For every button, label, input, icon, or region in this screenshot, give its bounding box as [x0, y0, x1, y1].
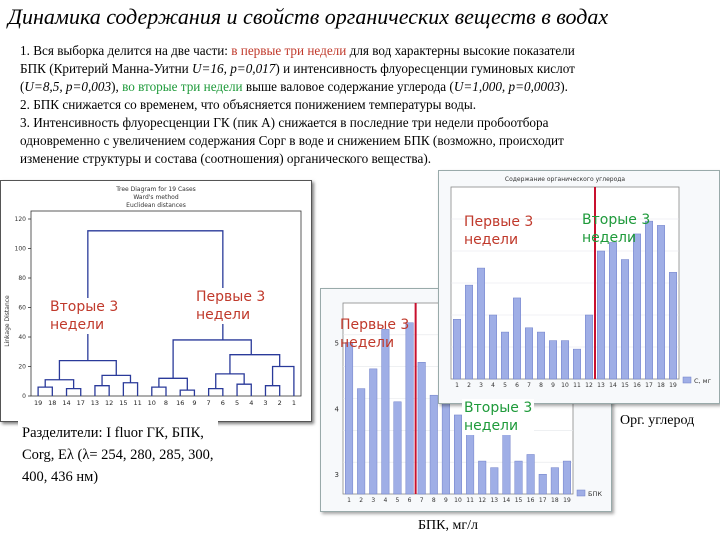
bpk-overlay-second-l1: Вторые 3: [464, 400, 533, 416]
bar: [382, 329, 390, 494]
dendro-overlay-second-l1: Вторые 3: [50, 299, 119, 315]
xtick-label: 13: [490, 497, 499, 504]
dendro-leaf-labels: [34, 399, 296, 407]
dendro-ytick-label: 120: [14, 216, 26, 223]
bar: [501, 332, 508, 379]
dendro-ytick-label: 100: [14, 245, 26, 253]
dendro-leaf-label: 8: [163, 399, 169, 407]
dendro-link: [173, 340, 251, 378]
dendro-leaf-label: 19: [33, 399, 43, 407]
dendro-leaf-label: 17: [76, 399, 85, 407]
dendro-leaf-label: 1: [291, 399, 296, 407]
separators-line-2: Corg, Eλ (λ= 254, 280, 285, 300,: [22, 447, 214, 463]
dendro-link: [237, 384, 251, 396]
dendro-link: [59, 361, 116, 380]
separators-line-1: Разделители: I fluor ГК, БПК,: [22, 425, 204, 441]
xtick-label: 9: [443, 497, 448, 504]
dendro-leaf-label: 10: [147, 399, 156, 407]
xtick-label: 8: [539, 382, 543, 389]
dendro-ytick-label: 60: [18, 304, 26, 312]
xtick-label: 3: [371, 497, 376, 504]
bar: [551, 468, 559, 494]
dendro-leaf-label: 16: [176, 399, 185, 407]
dendro-leaf-label: 14: [62, 399, 71, 407]
dendro-link: [38, 387, 52, 396]
dendro-overlay-first-l2: недели: [196, 307, 251, 323]
xtick-label: 5: [395, 497, 400, 504]
xtick-label: 7: [527, 382, 531, 389]
bar: [453, 319, 460, 379]
bar: [669, 272, 676, 379]
dendro-link: [123, 383, 137, 396]
paragraph-1-line-2: [20, 60, 716, 78]
dendro-link: [152, 387, 166, 396]
dendro-leaf-label: 2: [277, 399, 282, 407]
bar: [525, 328, 532, 379]
dendro-leaf-label: 12: [105, 399, 114, 407]
xtick-label: 15: [514, 497, 523, 504]
dendro-yticks: [15, 216, 31, 400]
bar: [549, 341, 556, 379]
paragraph-3-line-1: 3. Интенсивность флуоресценции ГК (пик А) снижается в последние три недели пробоотбора: [20, 115, 549, 130]
p1-text: БПК (Критерий Манна-Уитни: [20, 61, 192, 76]
bar: [489, 315, 496, 379]
xtick-label: 17: [538, 497, 547, 504]
xtick-label: 16: [526, 497, 535, 504]
xtick-label: 17: [645, 382, 653, 389]
p1-first-weeks: в первые три недели: [231, 43, 347, 58]
bar: [491, 468, 499, 494]
xtick-label: 2: [359, 497, 364, 504]
xtick-label: 18: [551, 497, 559, 504]
corg-overlay-second-l2: недели: [582, 230, 637, 246]
ytick-label: 5: [334, 339, 339, 348]
dendro-leaf-label: 9: [192, 399, 197, 407]
bpk-overlay-second-l2: недели: [464, 418, 519, 434]
dendro-link: [180, 390, 194, 396]
xtick-label: 13: [597, 382, 605, 389]
legend-swatch: [577, 490, 585, 496]
xtick-label: 2: [467, 382, 471, 389]
legend-label: C, мг: [694, 377, 711, 385]
p1-text: ) и интенсивность флуоресценции гуминовых кислот: [275, 61, 575, 76]
bpk-overlay-first-l2: недели: [340, 335, 395, 351]
xtick-label: 12: [478, 497, 487, 504]
dendro-ytick-label: 40: [18, 334, 26, 341]
dendro-title-2: Ward's method: [133, 194, 179, 201]
bar: [370, 369, 378, 494]
xtick-label: 14: [502, 497, 511, 504]
paragraph-2: 2. БПК снижается со временем, что объясняется понижением температуры воды.: [20, 97, 477, 112]
dendro-link: [67, 389, 81, 396]
corg-caption: Орг. углерод: [620, 413, 695, 428]
p1-text: выше валовое содержание углерода (: [242, 79, 454, 94]
dendro-leaf-label: 13: [90, 399, 100, 407]
corg-chart-panel: [438, 170, 720, 404]
dendro-link: [265, 386, 279, 396]
corg-overlay-second: [582, 211, 650, 247]
chart-title: Содержание органического углерода: [504, 176, 626, 183]
bar: [418, 362, 426, 494]
bar: [515, 461, 523, 494]
dendro-link: [216, 374, 244, 389]
xtick-label: 1: [347, 497, 351, 504]
legend-swatch: [683, 377, 691, 383]
p1-text: (: [20, 79, 25, 94]
xtick-label: 19: [669, 382, 677, 389]
dendro-ylabel: Linkage Distance: [4, 295, 11, 347]
dendro-link: [273, 367, 294, 397]
xtick-label: 7: [419, 497, 424, 504]
xtick-label: 6: [515, 382, 519, 389]
xtick-label: 16: [633, 382, 641, 389]
dendro-leaf-label: 7: [206, 399, 211, 407]
xtick-label: 10: [561, 382, 569, 389]
bar: [513, 298, 520, 379]
xtick-label: 15: [621, 382, 629, 389]
xtick-label: 3: [479, 382, 483, 389]
bar: [345, 343, 353, 494]
corg-overlay-first-l1: Первые 3: [464, 214, 534, 230]
bar: [561, 341, 568, 379]
dendro-ytick-label: 20: [18, 363, 26, 371]
p1-second-weeks: во вторые три недели: [122, 79, 243, 94]
dendro-ytick-label: 80: [18, 275, 26, 282]
p1-text: для вод характерны высокие показатели: [346, 43, 575, 58]
bpk-overlay-second: [462, 399, 534, 435]
bar: [454, 415, 462, 494]
dendro-ytick-label: 0: [22, 393, 26, 400]
bar: [633, 234, 640, 379]
p1-stat-3: U=1,000, p=0,0003: [453, 79, 561, 94]
bar: [527, 454, 535, 494]
bar: [394, 402, 402, 494]
xtick-label: 6: [407, 497, 412, 504]
bar: [585, 315, 592, 379]
paragraph-1-line-1: [20, 42, 716, 60]
dendro-leaf-label: 5: [234, 399, 240, 407]
corg-overlay-second-l1: Вторые 3: [582, 212, 651, 228]
bar: [597, 251, 604, 379]
dendro-leaf-label: 18: [48, 399, 57, 407]
dendro-link: [209, 389, 223, 396]
xtick-label: 19: [563, 497, 571, 504]
dendro-title-3: Euclidean distances: [126, 202, 186, 209]
p1-text: 1. Вся выборка делится на две части:: [20, 43, 232, 58]
legend-label: БПК: [588, 490, 602, 498]
p1-text: ).: [560, 79, 568, 94]
dendro-leaf-label: 15: [119, 399, 128, 407]
bpk-caption: БПК, мг/л: [418, 518, 478, 533]
dendro-overlay-first: [194, 288, 267, 324]
xtick-label: 5: [503, 382, 507, 389]
bar: [539, 474, 547, 494]
xtick-label: 11: [573, 382, 581, 389]
dendro-leaf-label: 3: [263, 399, 268, 407]
dendro-link: [95, 386, 109, 396]
separators-line-3: 400, 436 нм): [22, 469, 99, 485]
ytick-label: 3: [334, 471, 339, 480]
bpk-overlay-first-l1: Первые 3: [340, 317, 410, 333]
xtick-label: 9: [551, 382, 555, 389]
p1-stat-1: U=16, p=0,017: [192, 61, 276, 76]
xtick-label: 14: [609, 382, 617, 389]
p1-stat-2: U=8,5, p=0,003: [24, 79, 112, 94]
dendro-leaf-label: 4: [249, 399, 254, 407]
dendro-link: [102, 375, 130, 385]
xtick-label: 4: [491, 382, 495, 389]
bar: [563, 461, 571, 494]
ytick-label: 4: [334, 405, 339, 414]
corg-overlay-first: [464, 213, 533, 249]
bar: [465, 285, 472, 379]
xtick-label: 11: [466, 497, 474, 504]
dendro-leaf-label: 11: [133, 399, 142, 407]
xtick-label: 18: [657, 382, 665, 389]
dendro-overlay-second-l2: недели: [50, 317, 105, 333]
paragraph-3-line-3: изменение структуры и состава (соотношения) органического вещества).: [20, 151, 432, 166]
dendro-link: [159, 378, 187, 390]
dendro-overlay-first-l1: Первые 3: [196, 289, 266, 305]
xtick-label: 8: [431, 497, 436, 504]
xtick-label: 1: [455, 382, 459, 389]
corg-chart: [439, 171, 719, 403]
bar: [609, 242, 616, 379]
bar: [573, 349, 580, 379]
xtick-label: 10: [454, 497, 462, 504]
bar: [477, 268, 484, 379]
xtick-label: 12: [585, 382, 593, 389]
bar: [621, 260, 628, 379]
bar: [478, 461, 486, 494]
p1-text: ),: [111, 79, 123, 94]
bpk-overlay-first: [340, 316, 409, 352]
slide-title: Динамика содержания и свойств органических веществ в водах: [8, 4, 609, 29]
xtick-label: 4: [383, 497, 388, 504]
corg-overlay-first-l2: недели: [464, 232, 519, 248]
dendro-overlay-second: [48, 298, 120, 334]
separators-note: [18, 420, 218, 490]
bar: [357, 389, 365, 494]
bar: [430, 395, 438, 494]
dendro-title-1: Tree Diagram for 19 Cases: [116, 186, 196, 193]
paragraph-1-line-3: [20, 78, 716, 96]
dendro-leaf-label: 6: [220, 399, 225, 407]
paragraph-3-line-2: одновременно с увеличением содержания Сорг в воде и снижением БПК (возможно, происходит: [20, 133, 564, 148]
bar: [657, 225, 664, 379]
bar: [537, 332, 544, 379]
